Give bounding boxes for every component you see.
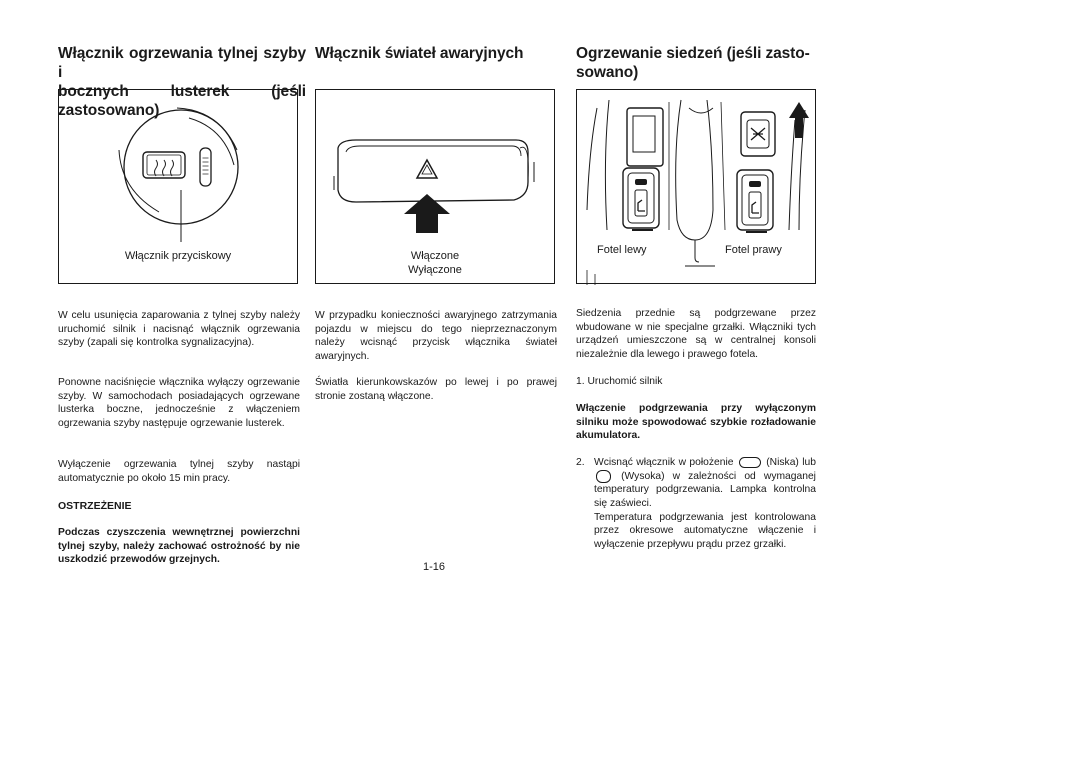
low-position-icon — [739, 457, 761, 468]
paragraph-hazard-1: W przypadku konieczności awaryjnego zatrzymania pojazdu w miejscu do tego nieprzeznaczonym należy wcisnąć przycisk włącznika świateł awaryjnych. — [315, 310, 557, 362]
paragraph-seat-1: Siedzenia przednie są podgrzewane przez wbudowane w nie specjalne grzałki. Włączniki tych urządzeń umieszczone są w centralnej konsoli niezależnie dla lewego i prawego fotela. — [576, 308, 816, 360]
caption-push-switch: Włącznik przyciskowy — [124, 250, 232, 262]
warning-text: Podczas czyszczenia wewnętrznej powierzchni tylnej szyby, należy zachować ostrożność by nie uszkodzić przewodów grzejnych. — [58, 527, 300, 566]
warning-title: OSTRZEŻENIE — [58, 500, 132, 512]
step-2-number: 2. — [576, 457, 585, 468]
section-title-rear-defroster: Włącznik ogrzewania tylnej szyby i bocznych lusterek (jeśli zastosowano) — [58, 45, 306, 119]
step-2-high: (Wysoka) w zależności od wymaganej temperatury podgrzewania. Lampka kontrolna się zaświeci. — [594, 470, 816, 509]
step-1: 1. Uruchomić silnik — [576, 376, 663, 387]
step-2-text-b: lub — [802, 457, 816, 468]
paragraph-defrost-1: W celu usunięcia zaparowania z tylnej szyby należy uruchomić silnik i nacisnąć włącznik ogrzewania szyby (zapali się kontrolka sygnalizacyjna). — [58, 310, 300, 349]
section-title-seat-heating: Ogrzewanie siedzeń (jeśli zasto- sowano) — [576, 45, 810, 81]
battery-warning: Włączenie podgrzewania przy wyłączonym silniku może spowodować szybkie rozładowanie akumulatora. — [576, 403, 816, 442]
figure-seat-heater-switches — [576, 89, 816, 284]
label-off: Wyłączone — [408, 264, 462, 276]
paragraph-defrost-2: Ponowne naciśnięcie włącznika wyłączy ogrzewanie szyby. W samochodach posiadających ogrzewane lusterka boczne, jednocześnie z włączeniem ogrzewania szyby następuje ogrzewanie lusterek. — [58, 377, 300, 429]
figure-hazard-switch — [315, 89, 555, 284]
section-title-hazard: Włącznik świateł awaryjnych — [315, 45, 524, 62]
page-number: 1-16 — [423, 561, 446, 573]
paragraph-defrost-3: Wyłączenie ogrzewania tylnej szyby nastąpi automatycznie po około 15 min pracy. — [58, 459, 300, 484]
figure-defroster-switch — [58, 89, 298, 284]
high-position-icon — [596, 470, 611, 483]
label-on: Włączone — [410, 250, 460, 262]
paragraph-hazard-2: Światła kierunkowskazów po lewej i po prawej stronie zostaną włączone. — [315, 377, 557, 402]
step-2 — [576, 456, 816, 551]
label-right-seat: Fotel prawy — [725, 244, 782, 256]
step-2-text-a: Wcisnąć włącznik w położenie — [594, 457, 734, 468]
step-2-low: (Niska) — [766, 457, 799, 468]
step-2-text-c: Temperatura podgrzewania jest kontrolowana przez okresowe automatyczne włączenie i wyłączenie przepływu prądu przez grzałki. — [594, 511, 816, 550]
label-left-seat: Fotel lewy — [597, 244, 647, 256]
